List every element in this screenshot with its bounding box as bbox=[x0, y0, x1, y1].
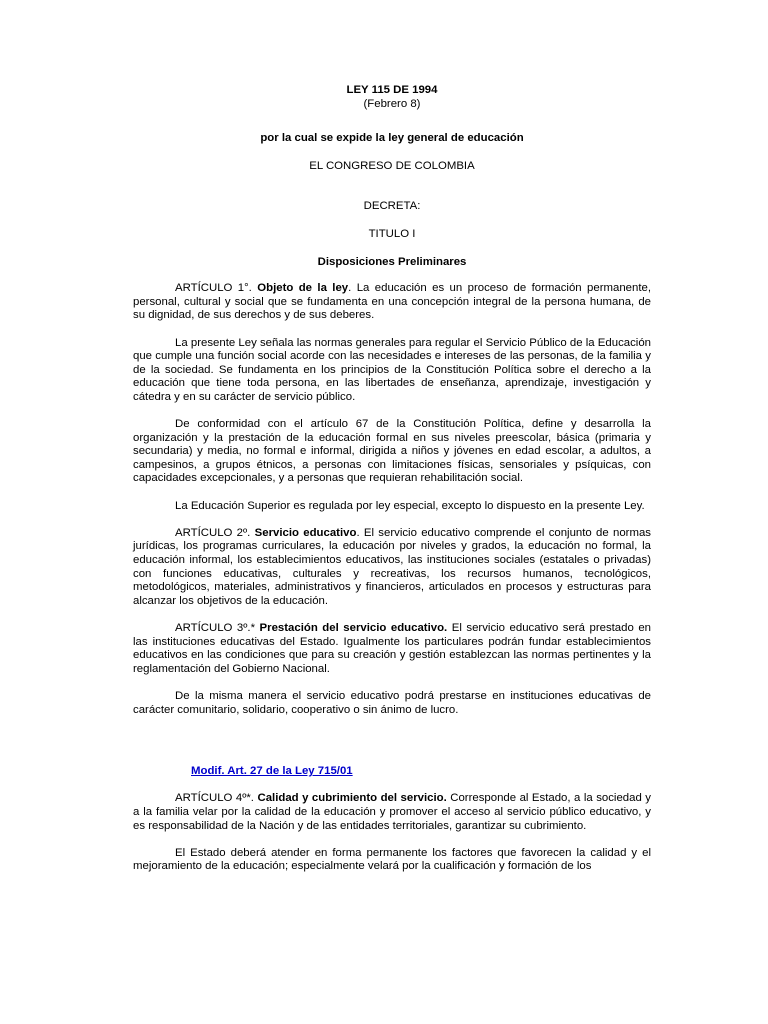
article-3-text: El servicio educativo será prestado en las instituciones educativas del Estado. Igualmente los particulares podrán fundar establecimientos educativos en las condiciones que para su creación y gestión establezcan las normas pertinentes y la reglamentación del Gobierno Nacional. bbox=[133, 622, 652, 675]
article-1-label: ARTÍCULO 1°. bbox=[175, 282, 252, 295]
congress-heading: EL CONGRESO DE COLOMBIA bbox=[309, 159, 475, 172]
paragraph-ley-senala: La presente Ley señala las normas generales para regular el Servicio Público de la Educación que cumple una función social acorde con las necesidades e intereses de las personas, de la familia y de la sociedad. Se fundamenta en los principios de la Constitución Política sobre el derecho a la educación que tiene toda persona, en las libertades de enseñanza, aprendizaje, investigación y cátedra y en su carácter de servicio público. bbox=[133, 336, 651, 403]
article-2-text: . El servicio educativo comprende el conjunto de normas jurídicas, los programas curriculares, la educación por niveles y grados, la educación no formal, la educación informal, los establecimientos educativos, las instituciones sociales (estatales o privadas) con funciones educativas, culturales y recreativas, los recursos humanos, tecnológicos, metodológicos, materiales, administrativos y financieros, articulados en procesos y estructuras para alcanzar los objetivos de la educación. bbox=[133, 526, 651, 607]
decreta-heading: DECRETA: bbox=[363, 200, 421, 213]
modification-link-line bbox=[191, 765, 651, 779]
article-4-text: Corresponde al Estado, a la sociedad y a la familia velar por la calidad de la educación y promover el acceso al servicio público educativo, y es responsabilidad de la Nación y de las entidades territoriales, garantizar su cubrimiento. bbox=[133, 792, 651, 832]
article-1-heading: Objeto de la ley bbox=[257, 282, 349, 295]
article-1-text: . La educación es un proceso de formación permanente, personal, cultural y social que se fundamenta en una concepción integral de la persona humana, de su dignidad, de sus derechos y de sus deberes. bbox=[133, 282, 651, 322]
titulo-heading: TITULO I bbox=[368, 227, 416, 240]
article-4-label: ARTÍCULO 4º*. bbox=[175, 792, 254, 805]
article-3-paragraph bbox=[133, 622, 651, 676]
paragraph-estado-debera: El Estado deberá atender en forma permanente los factores que favorecen la calidad y el mejoramiento de la educación; especialmente velará por la cualificación y formación de los bbox=[133, 846, 651, 873]
article-1-paragraph bbox=[133, 282, 651, 323]
article-4-heading: Calidad y cubrimiento del servicio. bbox=[257, 792, 447, 805]
article-2-heading: Servicio educativo bbox=[254, 526, 357, 539]
paragraph-educacion-superior: La Educación Superior es regulada por ley especial, excepto lo dispuesto en la presente Ley. bbox=[175, 499, 645, 512]
article-2-label: ARTÍCULO 2º. bbox=[175, 526, 251, 539]
document-body bbox=[133, 84, 651, 888]
law-date: (Febrero 8) bbox=[363, 97, 421, 110]
paragraph-conformidad: De conformidad con el artículo 67 de la Constitución Política, define y desarrolla la organización y la prestación de la educación formal en sus niveles preescolar, básica (primaria y secundaria) y media, no formal e informal, dirigida a niños y jóvenes en edad escolar, a adultos, a campesinos, a grupos étnicos, a personas con limitaciones físicas, sensoriales y psíquicas, con capacidades excepcionales, y a personas que requieran rehabilitación social. bbox=[133, 418, 651, 485]
article-2-paragraph bbox=[133, 527, 651, 609]
paragraph-misma-manera: De la misma manera el servicio educativo podrá prestarse en instituciones educativas de carácter comunitario, solidario, cooperativo o sin ánimo de lucro. bbox=[133, 689, 651, 716]
article-4-paragraph bbox=[133, 792, 651, 833]
law-subtitle: por la cual se expide la ley general de educación bbox=[260, 132, 524, 145]
section-heading: Disposiciones Preliminares bbox=[317, 255, 467, 268]
article-3-label: ARTÍCULO 3º.* bbox=[175, 622, 256, 634]
article-3-heading: Prestación del servicio educativo. bbox=[259, 622, 448, 634]
law-title: LEY 115 DE 1994 bbox=[346, 84, 438, 96]
modification-link[interactable]: Modif. Art. 27 de la Ley 715/01 bbox=[191, 765, 353, 778]
